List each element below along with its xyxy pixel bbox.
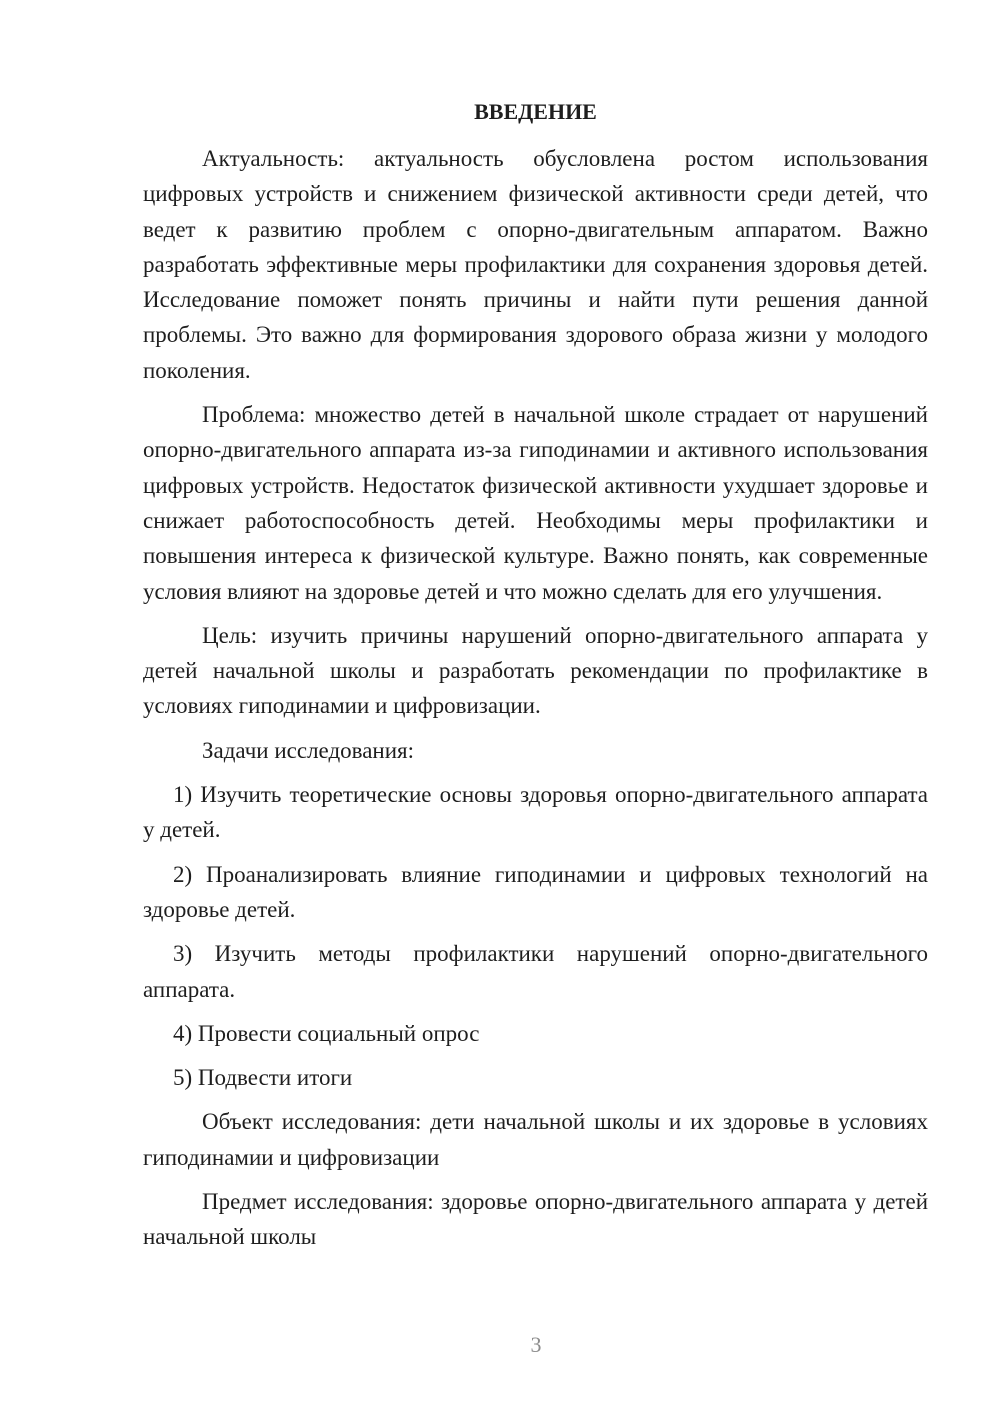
problem-paragraph: Проблема: множество детей в начальной школе страдает от нарушений опорно-двигательного аппарата из-за гиподинамии и активного использования цифровых устройств. Недостаток физической активности ухудшает здоровье и снижает работоспособность детей. Необходимы меры профилактики и повышения интереса к физической культуре. Важно понять, как современные условия влияют на здоровье детей и что можно сделать для его улучшения. <box>143 402 928 604</box>
page-content <box>143 94 928 1264</box>
subject-paragraph: Предмет исследования: здоровье опорно-двигательного аппарата у детей начальной школы <box>143 1189 928 1250</box>
task-item: 5) Подвести итоги <box>173 1065 353 1091</box>
task-item: 4) Провести социальный опрос <box>173 1020 480 1046</box>
section-title: ВВЕДЕНИЕ <box>474 99 597 124</box>
relevance-paragraph: Актуальность: актуальность обусловлена ростом использования цифровых устройств и снижением физической активности среди детей, что ведет к развитию проблем с опорно-двигательным аппаратом. Важно разработать эффективные меры профилактики для сохранения здоровья детей. Исследование поможет понять причины и найти пути решения данной проблемы. Это важно для формирования здорового образа жизни у молодого поколения. <box>143 146 928 383</box>
object-paragraph: Объект исследования: дети начальной школы и их здоровье в условиях гиподинамии и цифровизации <box>143 1109 928 1170</box>
tasks-heading: Задачи исследования: <box>202 737 415 763</box>
task-item: 2) Проанализировать влияние гиподинамии и цифровых технологий на здоровье детей. <box>143 861 928 922</box>
task-item: 1) Изучить теоретические основы здоровья опорно-двигательного аппарата у детей. <box>143 782 928 843</box>
task-item: 3) Изучить методы профилактики нарушений опорно-двигательного аппарата. <box>143 941 928 1002</box>
page-number: 3 <box>530 1332 542 1357</box>
goal-paragraph: Цель: изучить причины нарушений опорно-двигательного аппарата у детей начальной школы и разработать рекомендации по профилактике в условиях гиподинамии и цифровизации. <box>143 622 928 719</box>
